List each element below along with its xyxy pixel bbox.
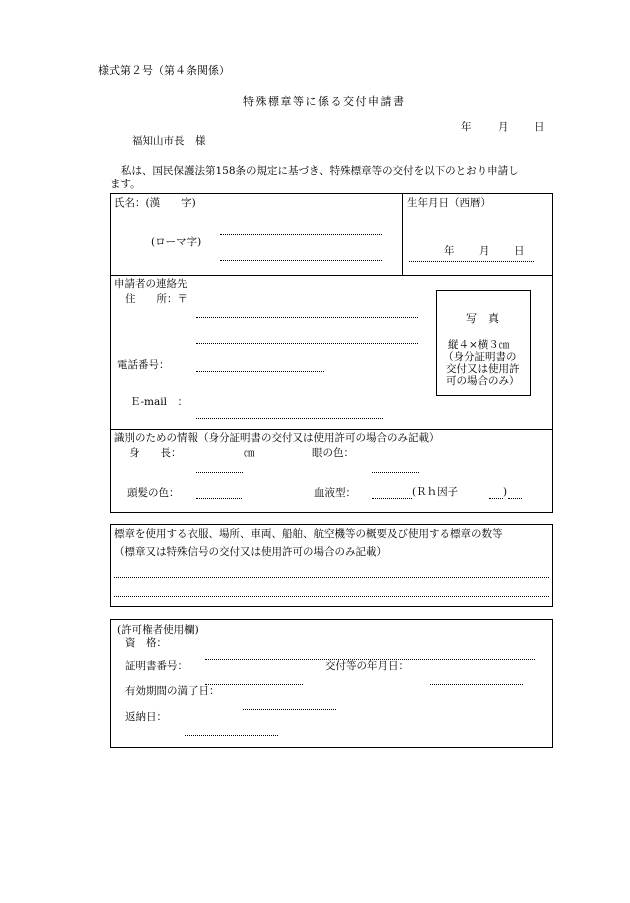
birth-month-label: 月 <box>479 245 490 257</box>
birth-year-label: 年 <box>444 245 455 257</box>
blood-type-field[interactable] <box>372 498 412 499</box>
eye-color-field[interactable] <box>372 472 419 473</box>
address-field-1[interactable] <box>196 317 418 318</box>
page-title: 特殊標章等に係る交付申請書 <box>243 95 406 108</box>
contact-title: 申請者の連絡先 <box>114 278 188 290</box>
hair-color-field[interactable] <box>196 498 242 499</box>
rh-label: (Ｒｈ因子 <box>412 486 459 498</box>
identification-title: 識別のための情報（身分証明書の交付又は使用許可の場合のみ記載） <box>114 432 440 444</box>
date-year-label: 年 <box>461 121 472 133</box>
email-label: Ｅ-mail ： <box>130 396 188 408</box>
return-date-label: 返納日： <box>125 711 167 723</box>
photo-note-1: （身分証明書の <box>443 351 517 363</box>
eye-color-label: 眼の色： <box>312 447 354 459</box>
photo-title: 写 真 <box>466 312 499 325</box>
addressee: 福知山市長 様 <box>132 135 206 147</box>
rh-factor-field-tail <box>508 498 522 499</box>
birth-date-field[interactable] <box>409 261 534 262</box>
rh-factor-field[interactable] <box>489 498 503 499</box>
intro-line-1: 私は、国民保護法第158条の規定に基づき、特殊標章等の交付を以下のとおり申請し <box>121 165 519 177</box>
authority-title: (許可権者使用欄) <box>117 624 199 636</box>
email-field[interactable] <box>196 418 383 419</box>
address-field-2[interactable] <box>196 343 418 344</box>
height-unit: ㎝ <box>244 447 255 459</box>
emblem-usage-field-2[interactable] <box>114 596 549 597</box>
section-divider-1 <box>110 275 553 276</box>
name-kanji-field[interactable] <box>220 234 382 235</box>
intro-line-2: ます。 <box>110 178 141 190</box>
birth-label: 生年月日（西暦） <box>407 197 491 209</box>
expiry-label: 有効期間の満了日： <box>125 685 220 697</box>
date-day-label: 日 <box>534 121 545 133</box>
name-label: 氏名：(漢 字) <box>114 197 196 209</box>
photo-note-3: 可の場合のみ） <box>446 375 520 387</box>
hair-color-label: 頭髪の色： <box>127 487 180 499</box>
issue-date-field[interactable] <box>430 684 523 685</box>
emblem-usage-line-1: 標章を使用する衣服、場所、車両、船舶、航空機等の概要及び使用する標章の数等 <box>114 528 503 540</box>
qualification-label: 資 格： <box>125 637 167 649</box>
birth-day-label: 日 <box>514 245 525 257</box>
blood-type-label: 血液型： <box>314 487 356 499</box>
return-date-field[interactable] <box>185 735 278 736</box>
section-divider-2 <box>110 429 553 430</box>
name-romaji-field[interactable] <box>220 260 382 261</box>
cert-number-label: 証明書番号： <box>125 660 188 672</box>
emblem-usage-field-1[interactable] <box>114 577 549 578</box>
address-label: 住 所：〒 <box>125 293 188 305</box>
issue-date-label: 交付等の年月日： <box>325 660 409 672</box>
rh-close: ) <box>503 486 508 498</box>
romaji-label: (ローマ字) <box>151 236 202 248</box>
name-birth-divider <box>402 193 403 275</box>
expiry-field[interactable] <box>243 709 336 710</box>
phone-label: 電話番号： <box>117 359 170 371</box>
photo-note-2: 交付又は使用許 <box>446 363 520 375</box>
form-number: 様式第２号（第４条関係） <box>98 64 230 77</box>
date-month-label: 月 <box>498 121 509 133</box>
emblem-usage-line-2: （標章又は特殊信号の交付又は使用許可の場合のみ記載） <box>114 546 387 558</box>
height-field[interactable] <box>196 472 243 473</box>
phone-field[interactable] <box>196 371 324 372</box>
height-label: 身 長： <box>129 447 182 459</box>
photo-size: 縦４×横３㎝ <box>448 339 510 351</box>
